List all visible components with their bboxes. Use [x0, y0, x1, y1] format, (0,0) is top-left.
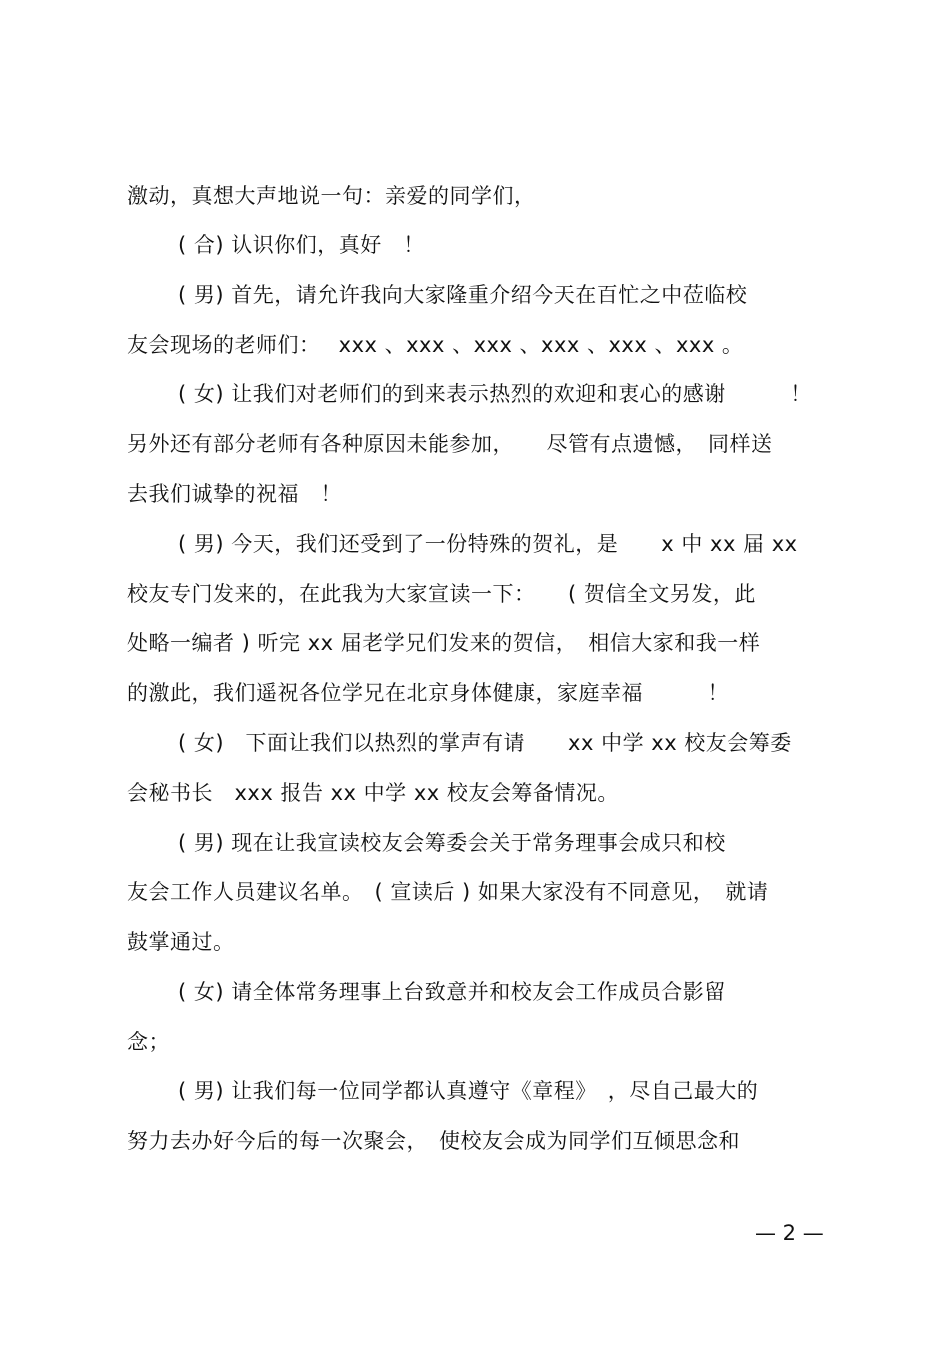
text-line: ( 男) 今天，我们还受到了一份特殊的贺礼，是 x 中 xx 届 xx: [178, 532, 798, 556]
text-line: 鼓掌通过。: [127, 930, 235, 954]
text-line: 会秘书长 xxx 报告 xx 中学 xx 校友会筹备情况。: [127, 781, 619, 805]
text-line: 激动，真想大声地说一句：亲爱的同学们，: [127, 184, 536, 208]
text-line: 处略一编者 ) 听完 xx 届老学兄们发来的贺信， 相信大家和我一样: [127, 631, 761, 655]
text-line: ( 女) 让我们对老师们的到来表示热烈的欢迎和衷心的感谢 ！: [178, 382, 812, 406]
page-number: — 2 —: [755, 1221, 824, 1245]
text-line: 的激此，我们遥祝各位学兄在北京身体健康，家庭幸福 ！: [127, 681, 729, 705]
text-line: ( 女) 请全体常务理事上台致意并和校友会工作成员合影留: [178, 980, 726, 1004]
text-line: 友会现场的老师们： xxx 、xxx 、xxx 、xxx 、xxx 、xxx 。: [127, 333, 744, 357]
text-line: 友会工作人员建议名单。 ( 宣读后 ) 如果大家没有不同意见， 就请: [127, 880, 769, 904]
text-line: ( 男) 现在让我宣读校友会筹委会关于常务理事会成只和校: [178, 831, 726, 855]
text-line: 校友专门发来的，在此我为大家宣读一下： ( 贺信全文另发，此: [127, 582, 756, 606]
text-line: 努力去办好今后的每一次聚会， 使校友会成为同学们互倾思念和: [127, 1129, 740, 1153]
text-line: ( 女) 下面让我们以热烈的掌声有请 xx 中学 xx 校友会筹委: [178, 731, 792, 755]
text-line: ( 男) 让我们每一位同学都认真遵守《章程》 ，尽自己最大的: [178, 1079, 759, 1103]
text-line: 另外还有部分老师有各种原因未能参加， 尽管有点遗憾， 同样送: [127, 432, 773, 456]
text-line: 去我们诚挚的祝福 ！: [127, 482, 342, 506]
text-line: 念；: [127, 1030, 170, 1054]
text-line: ( 男) 首先，请允许我向大家隆重介绍今天在百忙之中莅临校: [178, 283, 748, 307]
text-line: ( 合) 认识你们，真好 ！: [178, 233, 425, 257]
